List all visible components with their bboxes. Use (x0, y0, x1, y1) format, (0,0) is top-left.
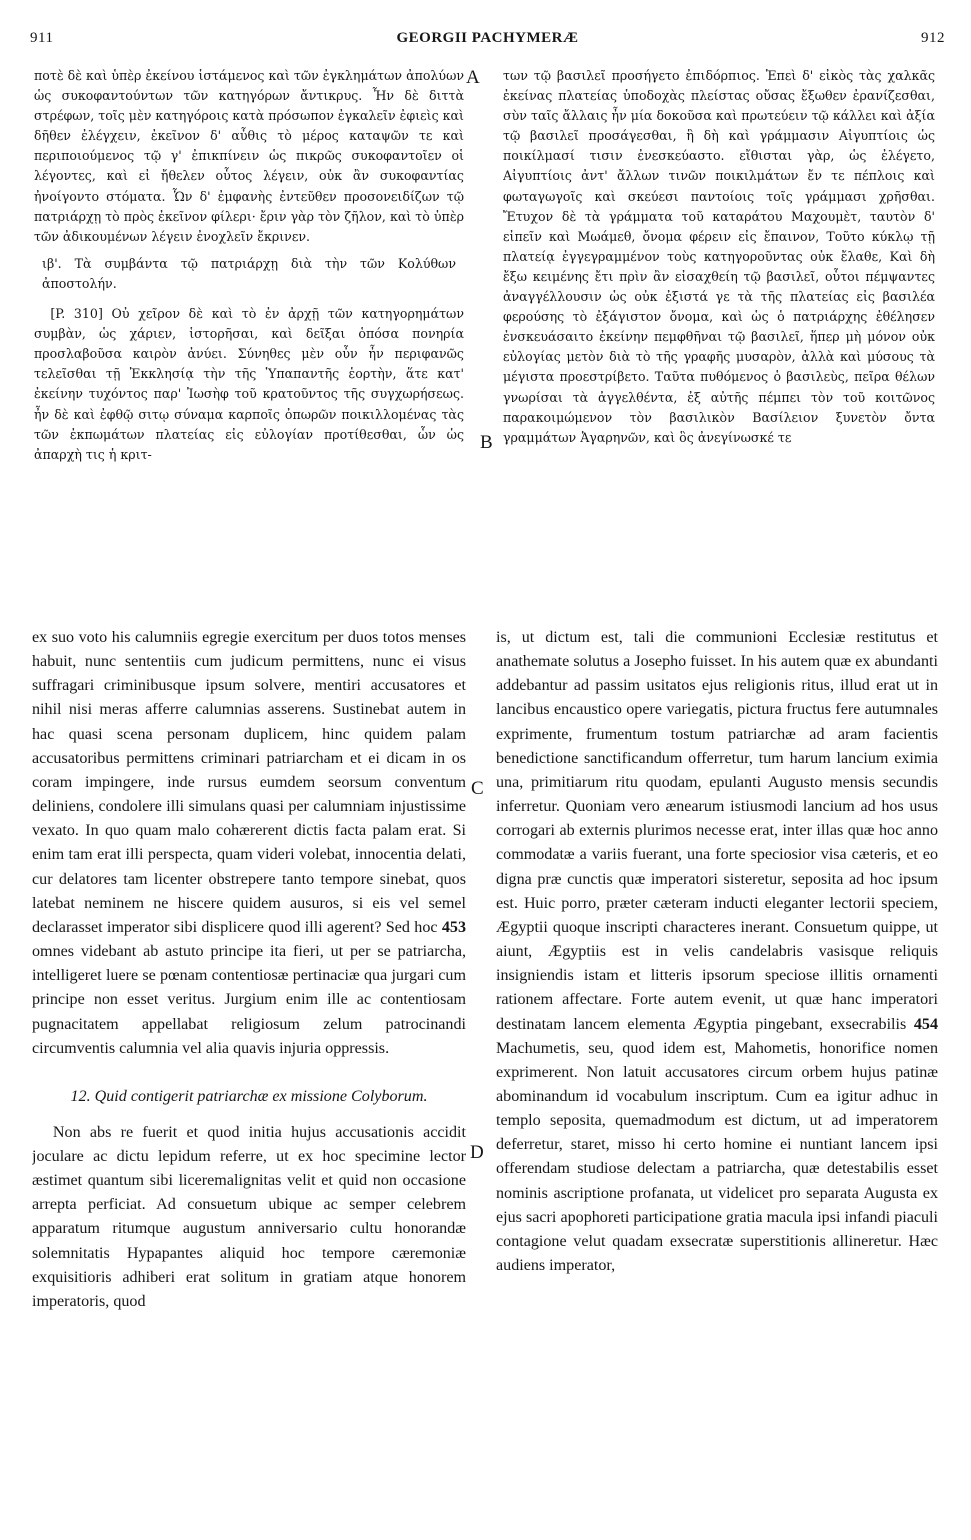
running-head (30, 30, 945, 54)
latin-section-heading: 12. Quid contigerit patriarchæ ex missione Colyborum. (70, 1087, 428, 1105)
greek-paragraph: [P. 310] Οὐ χεῖρον δὲ καὶ τὸ ἐν ἀρχῇ τῶν κατηγορημάτων συμβὰν, ὡς χάριεν, ἱστορῆσαι, καὶ δεῖξαι ὁπόσα πονηρία προσλαβοῦσα καιρὸν ἀνύει. Σύνηθες μὲν οὖν ἦν περιφανῶς τελεῖσθαι τῇ Ἐκκλησίᾳ τὴν τῆς Ὑπαπαντῆς ἑορτὴν, ἅτε κατ' ἐκείνην τυχόντος παρ' Ἰωσὴφ τοῦ κρατοῦντος τῆς συγχωρήσεως. ἦν δὲ καὶ ἐφθῷ σιτῳ σύναμα καρποῖς ὀπωρῶν ποικιλλομένας τὰς τῶν ἐκπωμάτων πλατείας εἰς εὐλογίαν προτίθεσθαι, ὧν ὡς ἀπαρχὴ τις ἡ κριτ- (34, 306, 464, 462)
greek-paragraph: των τῷ βασιλεῖ προσήγετο ἐπιδόρπιος. Ἐπεὶ δ' εἰκὸς τὰς χαλκᾶς ἐκείνας πλατείας ὑποδοχὰς πλείστας οὔσας ἔξωθεν ἐρανίζεσθαι, σὺν ταῖς ἄλλαις ἦν μία δοκοῦσα καὶ πρωτεύειν τῷ κάλλει καὶ ἀξία τῷ βασιλεῖ προσάγεσθαι, ἣ δὴ καὶ γράμμασιν Αἰγυπτίοις ὡς ποικίλμασί τισιν ἐνεσκεύαστο. εἴθισται γὰρ, ὡς ἐλέγετο, Αἰγυπτίοις ἀντ' ἄλλων τινῶν ποικιλμάτων ἔν τε πέπλοις καὶ φωταγωγοῖς καὶ σκεύεσι παντοίοις τοῖς γράμμασι χρῆσθαι. Ἔτυχον δὲ τὰ γράμματα τοῦ καταράτου Μαχουμὲτ, ταυτὸν δ' εἰπεῖν καὶ Μωάμεθ, ὄνομα φέρειν εἰς ἔπαινον, Τοῦτο κύκλῳ τῇ πλατείᾳ ἐγγεγραμμένον τοὺς κατηγοροῦντας οὐκ ἔλαθε, Καὶ δὴ ἔξω κειμένης ἔτι πρὶν ἂν εἰσαχθείη τῷ βασιλεῖ, οὗτοι πέμψαντες ἀναγγέλλουσιν ὡς οὐκ ἐξιστά γε τὰ τῆς πλατείας εἰς βασιλέα φερούσης τὸ ἐξάγιστον ὄνομα, καὶ ὡς ὁ πατριάρχης ἐθέλησεν ἐνσκευάσαιτο ἐκείνην πεμφθῆναι τῷ βασιλεῖ, ἥπερ μὴ μόνον οὐκ εὐλογίας μετὸν διὰ τὸ τῆς γραφῆς μυσαρὸν, ἀλλὰ καὶ μύσους τὰ μέγιστα προεστρίβετο. Ταῦτα πυθόμενος ὁ βασιλεὺς, πεῖρα θέλων γνωρίσαι τὰ ἀγγελθέντα, ἐξ αὐτῆς πέμπει τὸν τοῦ κοιτῶνος παρακοιμώμενον τὸν βασιλικὸν Βασίλειον ξυνετὸν ὄντα γραμμάτων Ἀγαρηνῶν, καὶ ὃς ἀνεγίνωσκέ τε (503, 68, 935, 445)
latin-paragraph: Non abs re fuerit et quod initia hujus accusationis accidit joculare ac dictu lepidum referre, ut ex hoc specimine lector æstimet quantum sibi liceremalignitas velit et quid non occasione arrepta perficiat. Ad consuetum ubique ac semper celebrem apparatum ritumque augustum anniversario cultu honorandæ solemnitatis Hypapantes aliquid hoc tempore cæremoniæ exquisitioris adhiberi erat solitum in gratiam atque honorem imperatoris, quod (32, 1123, 466, 1310)
latin-text: Machumetis, seu, quod idem est, Mahometis, honorifice nomen exprimerent. Non latuit accusatores circum orbem hujus patinæ abominandum id vocabulum inscriptum. Cum ea igitur adhuc in templo seposita, quemadmodum est dictum, ut ad imperatorem deferretur, staret, misso hi certo homine ei nuntiant lancem ipsi offerendam studiose delectam a patriarcha, quæ detestabilis esset nominis ascriptione profanata, ut videlicet pro separata Augusta ex ejus sacri apophoreti participatione gratia macula ipsi infandi piaculi contagione velut quadam exsecratæ superstitionis allineretur. Hæc audiens imperator, (496, 1039, 938, 1275)
latin-paragraph (32, 626, 466, 1061)
column-number: 453 (441, 918, 466, 936)
greek-column-left (34, 66, 464, 628)
greek-section-heading: ιβ'. Τὰ συμβάντα τῷ πατριάρχῃ διὰ τὴν τῶν Κολύθων ἀποστολήν. (42, 255, 456, 291)
latin-text: ex suo voto his calumniis egregie exercitum per duos totos menses habuit, nunc sententiis cum judicum permittens, nunc ei visus suffragari criminibusque ipsum solvere, mentiri accusatores et nihil nisi meras afferre calumnias asserens. Sustinebat autem in hac quasi scena personam duplicem, hinc quidem palam accusatoribus permittens criminari patriarcham et ei dicam in os coram impingere, inde rursus eumdem seorsum conventum deliniens, condolere illi simulans quasi per calumniam injustissime vexato. In quo quam malo cohærerent dictis facta palam erat. Si enim tam erat illi perspecta, quam videri volebat, innocentia delati, cur delatores tam licenter obstrepere tanto tempore sinebat, quos latebat neminem ne hiscere quidem ausuros, si eis vel semel declarasset imperator sibi displicere quod illi agerent? Sed hoc (32, 629, 466, 936)
running-title: GEORGII PACHYMERÆ (396, 30, 579, 46)
margin-letter-a: A (466, 67, 480, 88)
latin-paragraph (496, 626, 938, 1278)
page-number-left: 911 (30, 30, 54, 46)
latin-text: is, ut dictum est, tali die communioni Ecclesiæ restitutus et anathemate solutus a Josepho fuisset. In his autem quæ ex abundanti addebantur ad passim usitatos ejus religionis ritus, illud erat ut in lancibus encaustico opere variegatis, pictura fructus fere autumnales exprimente, frumentum tostum patriarchæ ad aram facientis benedictione sanctificandum offerretur, tum harum lancium eximia una, primitiarum ritu quodam, epulanti Augusto mensis secundis inferretur. Quoniam vero ænearum istiusmodi lancium ad hos usus corrogari ab externis plurimos necesse erat, inter illas quæ hoc anno commodatæ a variis fuerant, una forte speciosior visa cæteris, et eo digna præ cunctis quæ imperatori sisteretur, seposita ad hoc ipsum est. Huic porro, præter cæteram inducti eleganter lectorii speciem, Ægyptii quoque inscripti characteres inerant. Consuetum quippe, ut aiunt, Ægyptiis est in velis candelabris vasisque reliquis insigniendis istam et litteris ipsorum speciose illitis ornamenti rationem affectare. Forte autem evenit, ut quæ hanc imperatori destinatam lancem elementa Ægyptia pingebant, exsecrabilis (496, 629, 938, 1033)
greek-paragraph: ποτὲ δὲ καὶ ὑπὲρ ἐκείνου ἱστάμενος καὶ τῶν ἐγκλημάτων ἀπολύων ὡς συκοφαντούντων τῶν κατηγόρων ἄντικρυς. Ἦν δὲ διττὰ στρέφων, τοῖς μὲν κατηγόροις κατὰ πρόσωπον ἐγκαλεῖν ἐφιεὶς καὶ δῆθεν ἐλέγχειν, ἐκεῖνον δ' αὖθις τὸ μέρος καταψῶν τε καὶ περιποιούμενος τῷ γ' ἐπικπίνειν ὡς πικρῶς συκοφαντοῖεν οἱ λέγοντες, καὶ εἰ ἤθελεν οὗτος λέγειν, οὐκ ἂν συκοφαντίας ἠνοίγοντο στόματα. Ὧν δ' ἐμφανὴς ἐντεῦθεν προσονειδίζων τῷ πατριάρχῃ τὸ πρὸς ἐκεῖνον φίλερι· ἔριν γὰρ τὸν ζῆλον, καὶ τὸ ὑπὲρ τῶν ἀδικουμένων λέγειν ἐνοχλεῖν ἔκρινεν. (34, 68, 464, 244)
margin-letter-d: D (470, 1142, 484, 1163)
latin-column-right (496, 626, 938, 1526)
page-number-right: 912 (921, 30, 945, 46)
margin-letter-c: C (471, 778, 484, 799)
column-number: 454 (913, 1015, 938, 1033)
greek-column-right (503, 66, 935, 628)
latin-text: omnes videbant ab astuto principe ita fieri, ut per se patriarcha, intelligeret luere se pœnam contentiosæ pertinaciæ qua jurgari cum principe non esset veritus. Jurgium enim ille ac contentiosam pugnacitatem appellabat religiosum zelum patrocinandi circumventis calumnia vel alia quavis injuria oppressis. (32, 943, 466, 1057)
latin-column-left (32, 626, 466, 1526)
margin-letter-b: B (480, 432, 493, 453)
